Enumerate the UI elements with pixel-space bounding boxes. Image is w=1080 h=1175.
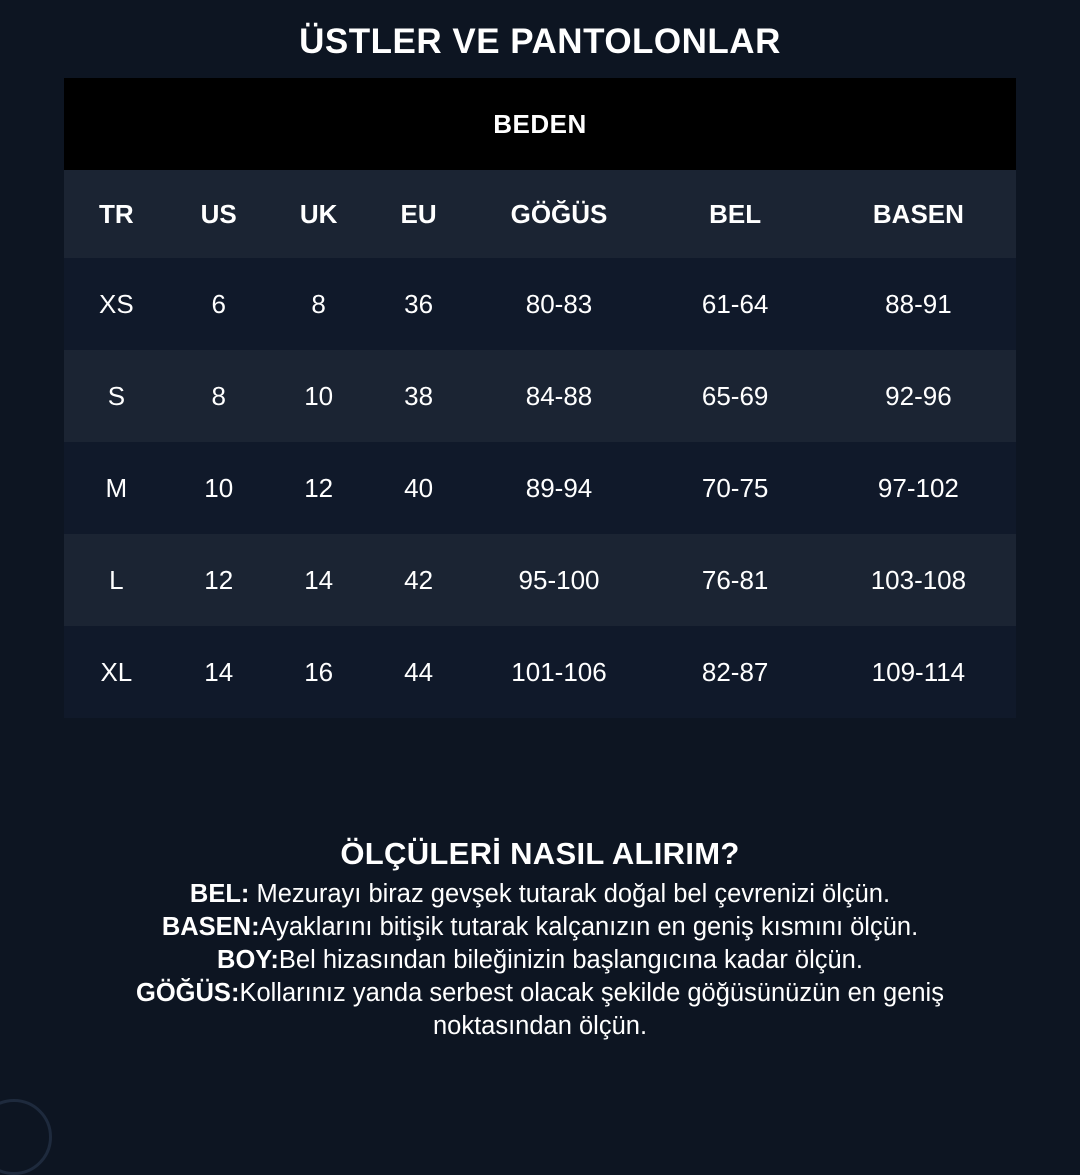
column-header-bel: BEL — [649, 170, 820, 258]
corner-arc-decoration — [0, 1099, 52, 1175]
size-table — [64, 78, 1016, 718]
cell-tr: M — [64, 442, 169, 534]
column-header-eu: EU — [369, 170, 469, 258]
table-row — [64, 350, 1016, 442]
cell-uk: 16 — [269, 626, 369, 718]
column-header-us: US — [169, 170, 269, 258]
table-header-row — [64, 170, 1016, 258]
table-group-header-row — [64, 78, 1016, 170]
cell-uk: 12 — [269, 442, 369, 534]
cell-basen: 92-96 — [821, 350, 1016, 442]
cell-eu: 40 — [369, 442, 469, 534]
cell-us: 6 — [169, 258, 269, 350]
measurement-instructions — [0, 836, 1080, 1042]
page-title: ÜSTLER VE PANTOLONLAR — [299, 22, 781, 61]
column-header-basen: BASEN — [821, 170, 1016, 258]
cell-basen: 88-91 — [821, 258, 1016, 350]
size-table-container — [64, 78, 1016, 718]
cell-gogus: 80-83 — [469, 258, 650, 350]
instruction-text: Bel hizasından bileğinizin başlangıcına kadar ölçün. — [278, 945, 863, 974]
cell-gogus: 84-88 — [469, 350, 650, 442]
cell-gogus: 101-106 — [469, 626, 650, 718]
cell-eu: 38 — [369, 350, 469, 442]
cell-basen: 109-114 — [821, 626, 1016, 718]
table-row — [64, 442, 1016, 534]
cell-us: 10 — [169, 442, 269, 534]
cell-us: 8 — [169, 350, 269, 442]
instruction-label: BOY: — [217, 945, 279, 974]
cell-bel: 70-75 — [649, 442, 820, 534]
column-header-gogus: GÖĞÜS — [469, 170, 650, 258]
instruction-text: Ayaklarını bitişik tutarak kalçanızın en geniş kısmını ölçün. — [259, 912, 919, 941]
cell-eu: 42 — [369, 534, 469, 626]
table-group-header-cell: BEDEN — [64, 78, 1016, 170]
cell-uk: 10 — [269, 350, 369, 442]
cell-basen: 97-102 — [821, 442, 1016, 534]
cell-uk: 14 — [269, 534, 369, 626]
cell-bel: 82-87 — [649, 626, 820, 718]
instruction-label: GÖĞÜS: — [136, 978, 240, 1007]
cell-uk: 8 — [269, 258, 369, 350]
instruction-item — [70, 977, 1010, 1043]
cell-eu: 44 — [369, 626, 469, 718]
instructions-title: ÖLÇÜLERİ NASIL ALIRIM? — [340, 836, 740, 871]
column-header-uk: UK — [269, 170, 369, 258]
instruction-label: BASEN: — [161, 912, 260, 941]
instruction-label: BEL: — [189, 880, 250, 908]
cell-us: 14 — [169, 626, 269, 718]
cell-basen: 103-108 — [821, 534, 1016, 626]
table-row — [64, 534, 1016, 626]
table-row — [64, 626, 1016, 718]
cell-tr: L — [64, 534, 169, 626]
cell-us: 12 — [169, 534, 269, 626]
cell-gogus: 95-100 — [469, 534, 650, 626]
instruction-text: Kollarınız yanda serbest olacak şekilde göğüsünüzün en geniş noktasından ölçün. — [239, 978, 944, 1040]
instruction-text: Mezurayı biraz gevşek tutarak doğal bel çevrenizi ölçün. — [249, 880, 891, 908]
cell-eu: 36 — [369, 258, 469, 350]
instruction-item — [70, 911, 1010, 944]
cell-gogus: 89-94 — [469, 442, 650, 534]
instruction-item — [70, 878, 1010, 911]
cell-bel: 76-81 — [649, 534, 820, 626]
cell-tr: XS — [64, 258, 169, 350]
cell-tr: S — [64, 350, 169, 442]
column-header-tr: TR — [64, 170, 169, 258]
table-row — [64, 258, 1016, 350]
cell-bel: 65-69 — [649, 350, 820, 442]
cell-tr: XL — [64, 626, 169, 718]
instruction-item — [70, 944, 1010, 977]
cell-bel: 61-64 — [649, 258, 820, 350]
